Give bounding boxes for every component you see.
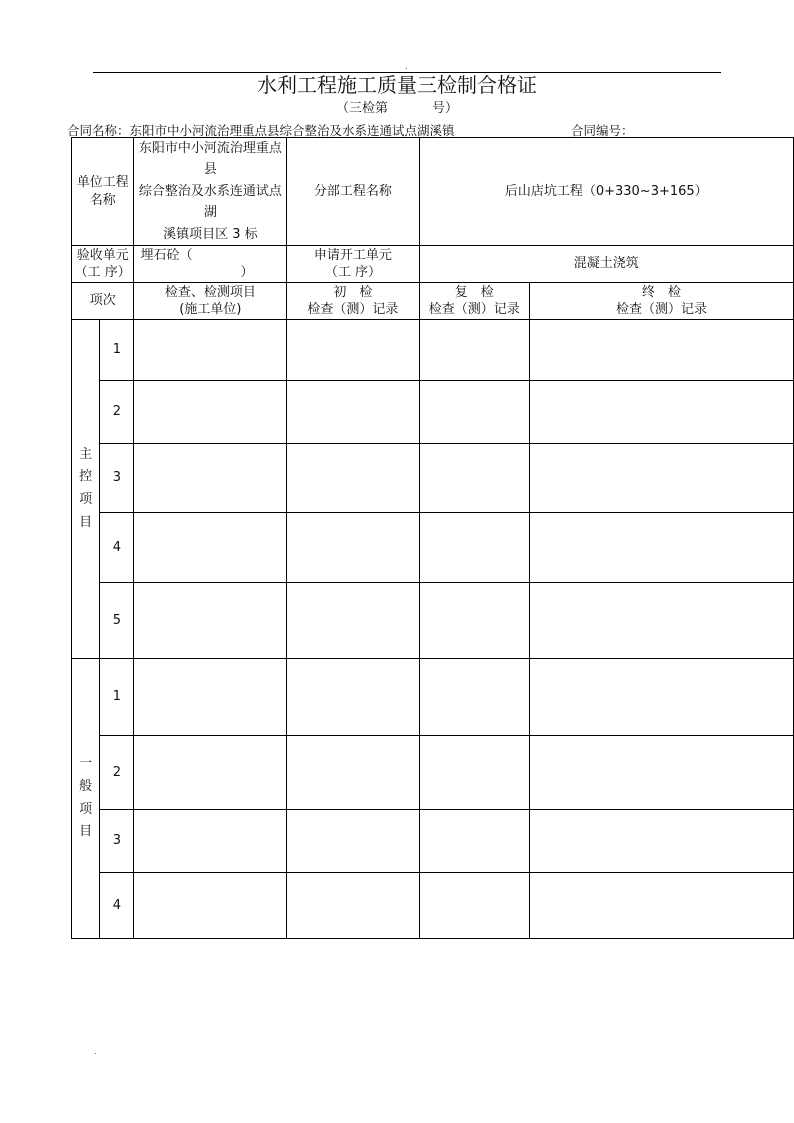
general-items-group-label	[72, 659, 100, 939]
table-row	[72, 444, 794, 513]
second-check-cell[interactable]	[419, 444, 529, 513]
unit-project-row	[72, 138, 794, 246]
first-check-cell[interactable]	[287, 444, 419, 513]
apply-start-label-line: 申请开工单元	[313, 247, 392, 263]
row-number: 2	[100, 381, 134, 444]
group-char: 控	[79, 469, 93, 485]
check-item-cell[interactable]	[134, 444, 287, 513]
acceptance-unit-label	[72, 246, 134, 283]
dot-mark: .	[94, 1047, 97, 1056]
unit-project-line: 溪镇项目区 3 标	[163, 226, 258, 242]
second-check-cell[interactable]	[419, 659, 529, 736]
row-number: 3	[100, 444, 134, 513]
acceptance-unit-label-line: 验收单元	[76, 247, 129, 263]
first-check-header-line: 初 检	[333, 284, 373, 300]
final-check-header-line: 终 检	[641, 284, 681, 300]
first-check-header-line: 检查（测）记录	[307, 302, 399, 318]
acceptance-unit-value-prefix: 埋石砼（	[140, 247, 193, 263]
column-header-row	[72, 283, 794, 320]
apply-start-value[interactable]: 混凝土浇筑	[419, 246, 793, 283]
table-row	[72, 873, 794, 939]
final-check-cell[interactable]	[529, 320, 793, 381]
unit-project-line: 综合整治及水系连通试点湖	[138, 183, 282, 221]
contract-name-value: 东阳市中小河流治理重点县综合整治及水系连通试点湖溪镇	[129, 123, 455, 138]
second-check-header-line: 复 检	[454, 284, 494, 300]
check-item-cell[interactable]	[134, 736, 287, 810]
item-no-header: 项次	[72, 283, 134, 320]
final-check-header-line: 检查（测）记录	[615, 302, 707, 318]
second-check-cell[interactable]	[419, 513, 529, 583]
check-item-cell[interactable]	[134, 381, 287, 444]
apply-start-label-line: （工 序）	[324, 265, 381, 281]
first-check-cell[interactable]	[287, 810, 419, 873]
dot-mark: .	[405, 62, 408, 71]
group-char: 目	[79, 514, 93, 530]
first-check-cell[interactable]	[287, 736, 419, 810]
division-value[interactable]: 后山店坑工程（0+330~3+165）	[419, 138, 793, 246]
final-check-cell[interactable]	[529, 583, 793, 659]
row-number: 4	[100, 873, 134, 939]
row-number: 1	[100, 320, 134, 381]
second-check-cell[interactable]	[419, 736, 529, 810]
first-check-cell[interactable]	[287, 873, 419, 939]
second-check-cell[interactable]	[419, 873, 529, 939]
unit-project-value[interactable]	[134, 138, 287, 246]
table-row	[72, 381, 794, 444]
check-item-header-line: 检查、检测项目	[164, 284, 256, 300]
first-check-cell[interactable]	[287, 381, 419, 444]
first-check-cell[interactable]	[287, 583, 419, 659]
check-item-cell[interactable]	[134, 659, 287, 736]
group-char: 主	[79, 446, 93, 462]
check-item-cell[interactable]	[134, 513, 287, 583]
second-check-cell[interactable]	[419, 583, 529, 659]
document-subtitle	[0, 97, 794, 116]
first-check-cell[interactable]	[287, 320, 419, 381]
group-char: 一	[79, 756, 93, 772]
document-title: 水利工程施工质量三检制合格证	[257, 73, 537, 97]
subtitle-suffix: 号）	[432, 101, 459, 116]
group-char: 项	[79, 492, 93, 508]
first-check-cell[interactable]	[287, 659, 419, 736]
unit-project-label: 单位工程名称	[72, 138, 134, 246]
acceptance-unit-value-suffix: ）	[240, 265, 254, 281]
table-row	[72, 513, 794, 583]
second-check-header	[419, 283, 529, 320]
second-check-cell[interactable]	[419, 320, 529, 381]
final-check-cell[interactable]	[529, 381, 793, 444]
second-check-cell[interactable]	[419, 381, 529, 444]
group-char: 项	[79, 801, 93, 817]
check-item-cell[interactable]	[134, 583, 287, 659]
group-char: 目	[79, 824, 93, 840]
final-check-cell[interactable]	[529, 873, 793, 939]
apply-start-label	[287, 246, 419, 283]
acceptance-unit-label-line: （工 序）	[74, 265, 131, 281]
second-check-header-line: 检查（测）记录	[428, 302, 520, 318]
unit-project-line: 东阳市中小河流治理重点县	[138, 141, 282, 178]
table-row	[72, 810, 794, 873]
final-check-cell[interactable]	[529, 659, 793, 736]
final-check-cell[interactable]	[529, 736, 793, 810]
division-label: 分部工程名称	[287, 138, 419, 246]
second-check-cell[interactable]	[419, 810, 529, 873]
table-row	[72, 320, 794, 381]
row-number: 5	[100, 583, 134, 659]
main-items-group-label	[72, 320, 100, 659]
table-row	[72, 583, 794, 659]
final-check-cell[interactable]	[529, 810, 793, 873]
subtitle-prefix: （三检第	[335, 101, 388, 116]
first-check-cell[interactable]	[287, 513, 419, 583]
check-item-cell[interactable]	[134, 810, 287, 873]
contract-name-label: 合同名称：	[67, 123, 130, 138]
final-check-cell[interactable]	[529, 513, 793, 583]
check-item-cell[interactable]	[134, 873, 287, 939]
check-item-cell[interactable]	[134, 320, 287, 381]
table-row	[72, 659, 794, 736]
group-char: 般	[79, 778, 93, 794]
row-number: 1	[100, 659, 134, 736]
acceptance-unit-value[interactable]	[134, 246, 287, 283]
first-check-header	[287, 283, 419, 320]
row-number: 4	[100, 513, 134, 583]
table-row	[72, 736, 794, 810]
final-check-header	[529, 283, 793, 320]
acceptance-unit-row	[72, 246, 794, 283]
final-check-cell[interactable]	[529, 444, 793, 513]
row-number: 3	[100, 810, 134, 873]
check-item-header-line: (施工单位)	[179, 302, 242, 318]
row-number: 2	[100, 736, 134, 810]
contract-number-label: 合同编号：	[571, 123, 634, 138]
check-item-header	[134, 283, 287, 320]
inspection-form-table	[71, 137, 794, 939]
